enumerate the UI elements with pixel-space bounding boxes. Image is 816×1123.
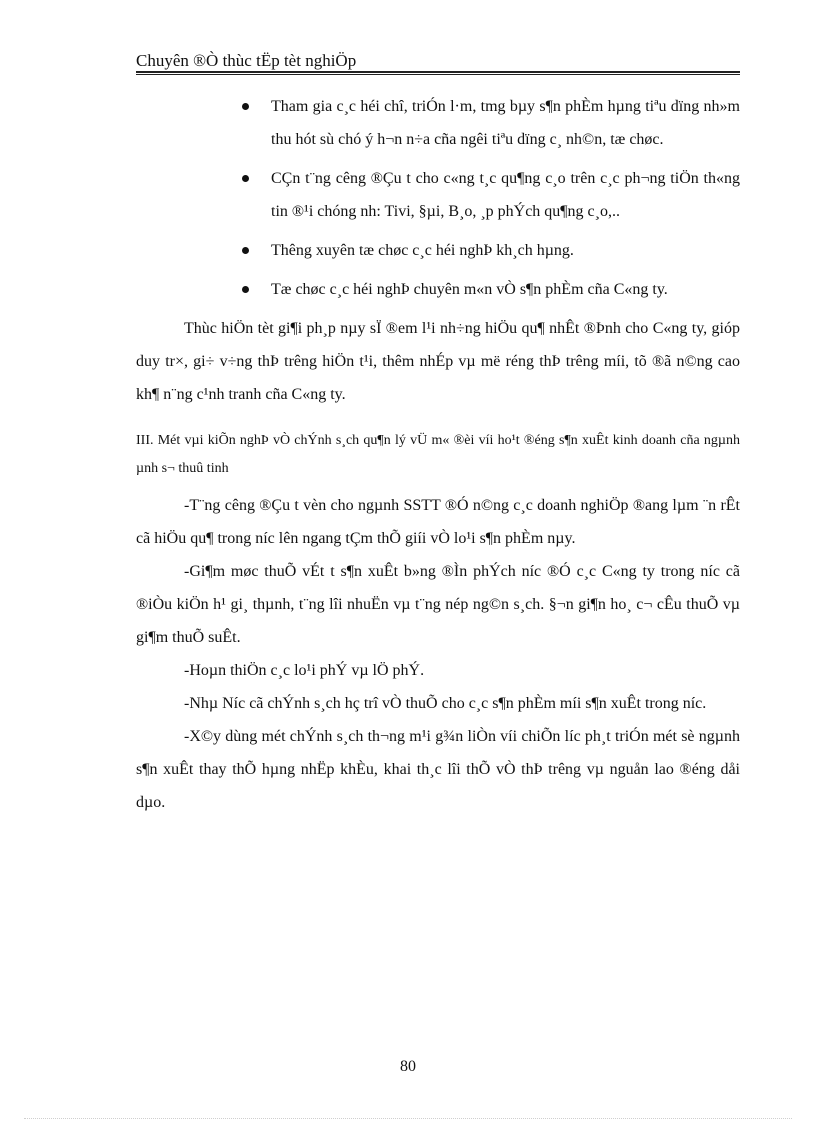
header-title: Chuyên ®Ò thùc tËp tèt nghiÖp	[136, 51, 357, 70]
body-paragraph: -Hoµn thiÖn c¸c lo¹i phÝ vµ lÖ phÝ.	[184, 662, 425, 679]
body-paragraph: -Nhµ Níc cã chÝnh s¸ch hç trî vÒ thuÕ cho c¸c s¶n phÈm míi s¶n xuÊt trong níc.	[184, 695, 707, 712]
bullet-icon	[242, 286, 249, 293]
page-content	[136, 90, 740, 819]
page-bottom-divider	[24, 1118, 792, 1119]
list-item-text: Thêng xuyên tæ chøc c¸c héi nghÞ kh¸ch hµng.	[271, 242, 574, 259]
list-item-text: Tham gia c¸c héi chî, triÓn l·m, tmg bµy s¶n phÈm hµng tiªu dïng nh»m thu hót sù chó ý h¬n n÷a cña ngêi tiªu dïng c¸ nh©n, tæ chøc.	[271, 98, 740, 148]
list-item	[136, 234, 740, 267]
bullet-icon	[242, 103, 249, 110]
summary-paragraph: Thùc hiÖn tèt gi¶i ph¸p nµy sÏ ®em l¹i nh÷ng hiÖu qu¶ nhÊt ®Þnh cho C«ng ty, gióp duy tr×, gi÷ v÷ng thÞ trêng hiÖn t¹i, thêm nhÉp vµ më réng thÞ trêng míi, tõ ®ã n©ng cao kh¶ n¨ng c¹nh tranh cña C«ng ty.	[136, 320, 740, 403]
page-header	[136, 50, 740, 72]
bullet-icon	[242, 247, 249, 254]
body-paragraph: -X©y dùng mét chÝnh s¸ch th¬ng m¹i g¾n liÒn víi chiÕn líc ph¸t triÓn mét sè ngµnh s¶n xuÊt thay thÕ hµng nhËp khÈu, khai th¸c lîi thÕ vÒ thÞ trêng vµ nguån lao ®éng dåi dµo.	[136, 728, 740, 811]
header-rule	[136, 71, 740, 75]
bullet-icon	[242, 175, 249, 182]
bullet-list	[136, 90, 740, 306]
list-item	[136, 273, 740, 306]
body-paragraph: -T¨ng cêng ®Çu t vèn cho ngµnh SSTT ®Ó n©ng c¸c doanh nghiÖp ®ang lµm ¨n rÊt cã hiÖu qu¶ trong níc lên ngang tÇm thÕ giíi vÒ lo¹i s¶n phÈm nµy.	[136, 497, 740, 547]
body-paragraph: -Gi¶m møc thuÕ vÉt t s¶n xuÊt b»ng ®Ìn phÝch níc ®Ó c¸c C«ng ty trong níc cã ®iÒu kiÖn h¹ gi¸ thµnh, t¨ng lîi nhuËn vµ t¨ng nép ng©n s¸ch. §¬n gi¶n ho¸ c¬ cÊu thuÕ vµ gi¶m thuÕ suÊt.	[136, 563, 740, 646]
section-heading: III. Mét vµi kiÕn nghÞ vÒ chÝnh s¸ch qu¶n lý vÜ m« ®èi víi ho¹t ®éng s¶n xuÊt kinh doanh cña ngµnh µnh s¬ thuû tinh	[136, 433, 740, 476]
list-item-text: Tæ chøc c¸c héi nghÞ chuyên m«n vÒ s¶n phÈm cña C«ng ty.	[271, 281, 668, 298]
page-number: 80	[400, 1058, 416, 1075]
list-item	[136, 162, 740, 228]
list-item-text: CÇn t¨ng cêng ®Çu t cho c«ng t¸c qu¶ng c¸o trên c¸c ph¬ng tiÖn th«ng tin ®¹i chóng nh: Tivi, §µi, B¸o, ¸p phÝch qu¶ng c¸o,..	[271, 170, 740, 220]
list-item	[136, 90, 740, 156]
